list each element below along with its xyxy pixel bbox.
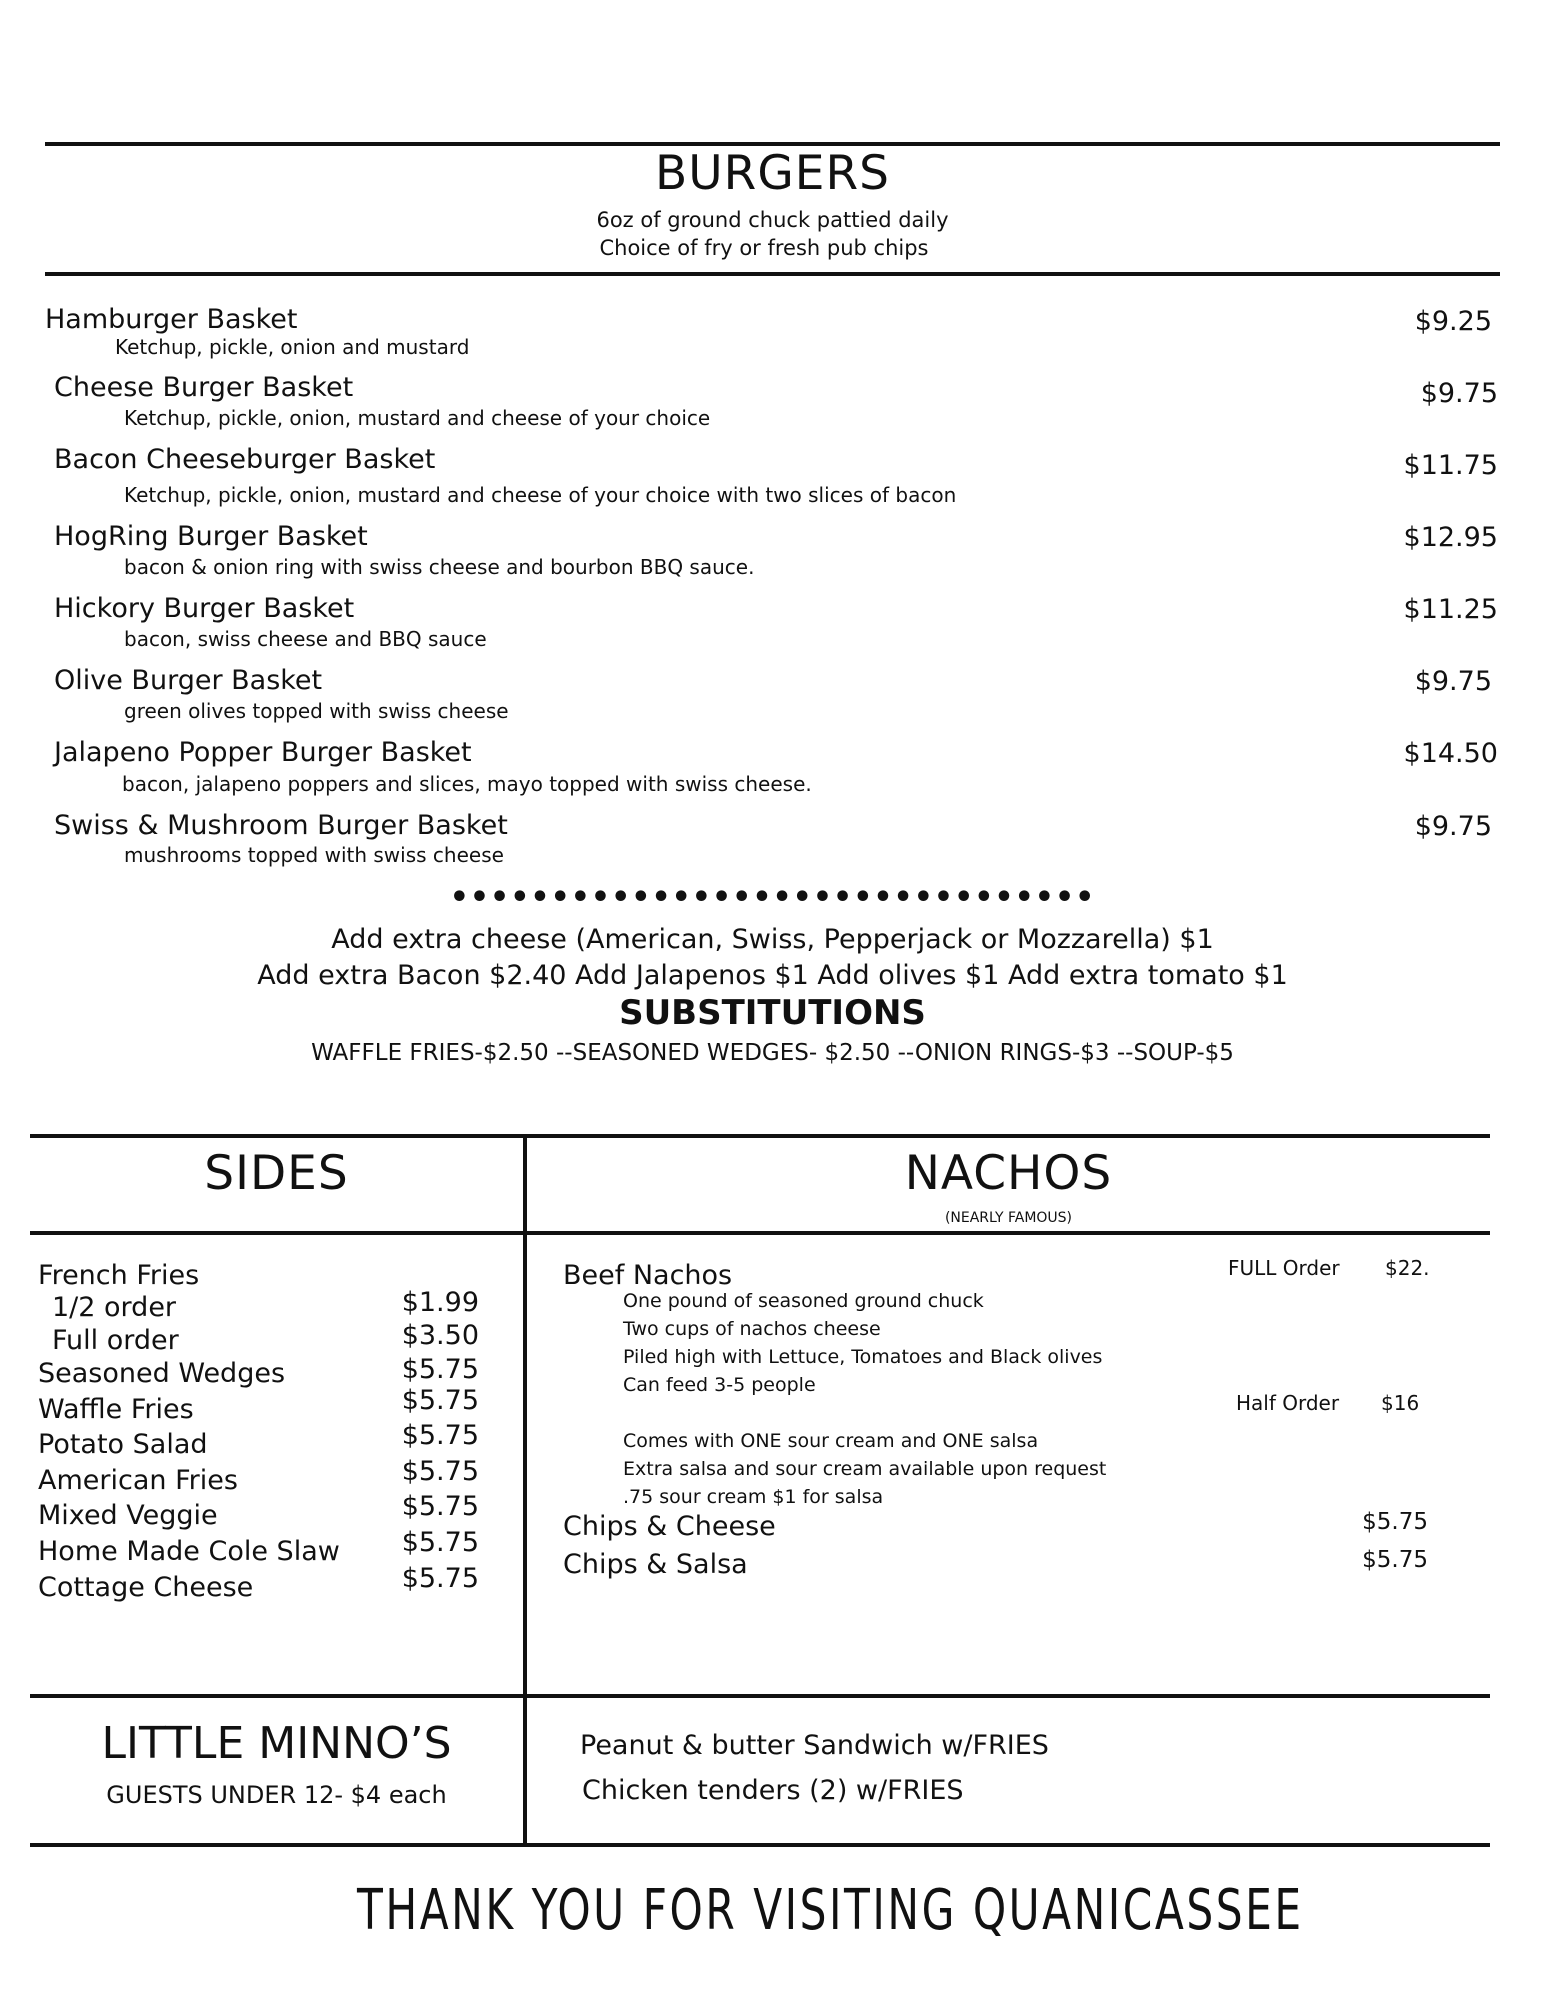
nachos-desc-line: Piled high with Lettuce, Tomatoes and Black olives — [623, 1346, 1103, 1368]
nachos-note-line: Extra salsa and sour cream available upon request — [623, 1458, 1107, 1480]
side-name: American Fries — [38, 1465, 238, 1496]
burger-price: $9.75 — [1414, 666, 1492, 697]
kids-item: Chicken tenders (2) w/FRIES — [582, 1775, 964, 1806]
burger-price: $14.50 — [1403, 738, 1498, 769]
side-price: $5.75 — [401, 1385, 479, 1416]
sides-nachos-header-rule — [30, 1231, 1490, 1235]
side-price: $5.75 — [401, 1527, 479, 1558]
burger-name: Hickory Burger Basket — [54, 593, 355, 624]
chips-cheese-name: Chips & Cheese — [563, 1511, 776, 1542]
chips-salsa-name: Chips & Salsa — [563, 1549, 748, 1580]
burger-price: $9.25 — [1414, 306, 1492, 337]
chips-salsa-price: $5.75 — [1362, 1547, 1428, 1573]
substitutions-title: SUBSTITUTIONS — [619, 993, 926, 1033]
burger-price: $12.95 — [1403, 522, 1498, 553]
side-price: $5.75 — [401, 1420, 479, 1451]
burger-name: Bacon Cheeseburger Basket — [54, 444, 436, 475]
side-name: Potato Salad — [38, 1429, 208, 1460]
side-name: Cottage Cheese — [38, 1572, 254, 1603]
burgers-header-rule — [45, 272, 1500, 276]
beef-nachos-name: Beef Nachos — [563, 1260, 733, 1291]
burger-name: Jalapeno Popper Burger Basket — [54, 737, 472, 768]
side-price: $1.99 — [401, 1287, 479, 1318]
burger-desc: bacon & onion ring with swiss cheese and bourbon BBQ sauce. — [124, 555, 755, 579]
little-minnos-title: LITTLE MINNO’S — [101, 1718, 452, 1769]
thank-you-footer: THANK YOU FOR VISITING QUANICASSEE — [357, 1878, 1304, 1943]
side-price: $5.75 — [401, 1354, 479, 1385]
burger-price: $9.75 — [1414, 811, 1492, 842]
nachos-note-line: .75 sour cream $1 for salsa — [623, 1486, 884, 1508]
side-price: $5.75 — [401, 1456, 479, 1487]
burger-desc: bacon, swiss cheese and BBQ sauce — [124, 627, 487, 651]
extras-line-1: Add extra cheese (American, Swiss, Pepperjack or Mozzarella) $1 — [331, 924, 1214, 955]
burgers-subtitle-1: 6oz of ground chuck pattied daily — [596, 208, 949, 232]
extras-line-2: Add extra Bacon $2.40 Add Jalapenos $1 Add olives $1 Add extra tomato $1 — [257, 960, 1288, 991]
sides-title: SIDES — [204, 1146, 349, 1201]
little-minnos-top-rule — [30, 1694, 1490, 1698]
side-price: $5.75 — [401, 1491, 479, 1522]
burgers-subtitle-2: Choice of fry or fresh pub chips — [599, 236, 929, 260]
nachos-desc-line: One pound of seasoned ground chuck — [623, 1290, 984, 1312]
side-name: Mixed Veggie — [38, 1500, 218, 1531]
chips-cheese-price: $5.75 — [1362, 1509, 1428, 1535]
nachos-full-price: $22. — [1385, 1256, 1430, 1280]
nachos-desc-line: Two cups of nachos cheese — [623, 1318, 881, 1340]
burger-price: $11.75 — [1403, 450, 1498, 481]
side-name: Full order — [52, 1325, 179, 1356]
side-name: Waffle Fries — [38, 1394, 194, 1425]
side-price: $5.75 — [401, 1563, 479, 1594]
burger-price: $9.75 — [1420, 378, 1498, 409]
dotted-divider: •••••••••••••••••••••••••••••••• — [449, 880, 1096, 915]
burger-name: Cheese Burger Basket — [54, 372, 354, 403]
side-name: Home Made Cole Slaw — [38, 1536, 340, 1567]
burger-desc: Ketchup, pickle, onion and mustard — [115, 335, 470, 359]
nachos-note-line: Comes with ONE sour cream and ONE salsa — [623, 1430, 1039, 1452]
burger-name: Swiss & Mushroom Burger Basket — [54, 810, 508, 841]
nachos-full-label: FULL Order — [1228, 1256, 1340, 1280]
nachos-half-label: Half Order — [1236, 1391, 1340, 1415]
substitutions-text: WAFFLE FRIES-$2.50 --SEASONED WEDGES- $2.50 --ONION RINGS-$3 --SOUP-$5 — [311, 1040, 1234, 1066]
burger-price: $11.25 — [1403, 594, 1498, 625]
center-column-rule — [523, 1134, 527, 1845]
burger-name: Olive Burger Basket — [54, 665, 323, 696]
kids-item: Peanut & butter Sandwich w/FRIES — [580, 1730, 1049, 1761]
nachos-subtitle: (NEARLY FAMOUS) — [944, 1210, 1073, 1226]
side-price: $3.50 — [401, 1320, 479, 1351]
burger-name: HogRing Burger Basket — [54, 521, 368, 552]
side-name: French Fries — [38, 1260, 200, 1291]
burger-desc: Ketchup, pickle, onion, mustard and cheese of your choice — [124, 406, 711, 430]
little-minnos-subtitle: GUESTS UNDER 12- $4 each — [106, 1781, 447, 1809]
nachos-title: NACHOS — [904, 1146, 1113, 1201]
nachos-desc-line: Can feed 3-5 people — [623, 1374, 816, 1396]
little-minnos-bottom-rule — [30, 1843, 1490, 1847]
burger-desc: mushrooms topped with swiss cheese — [124, 843, 504, 867]
burgers-title: BURGERS — [655, 146, 890, 201]
burger-desc: Ketchup, pickle, onion, mustard and cheese of your choice with two slices of bacon — [124, 483, 957, 507]
sides-nachos-top-rule — [30, 1134, 1490, 1138]
burger-desc: green olives topped with swiss cheese — [124, 699, 509, 723]
burger-name: Hamburger Basket — [45, 304, 298, 335]
burger-desc: bacon, jalapeno poppers and slices, mayo topped with swiss cheese. — [122, 772, 812, 796]
side-name: Seasoned Wedges — [38, 1358, 286, 1389]
nachos-half-price: $16 — [1381, 1391, 1420, 1415]
side-name: 1/2 order — [52, 1292, 177, 1323]
